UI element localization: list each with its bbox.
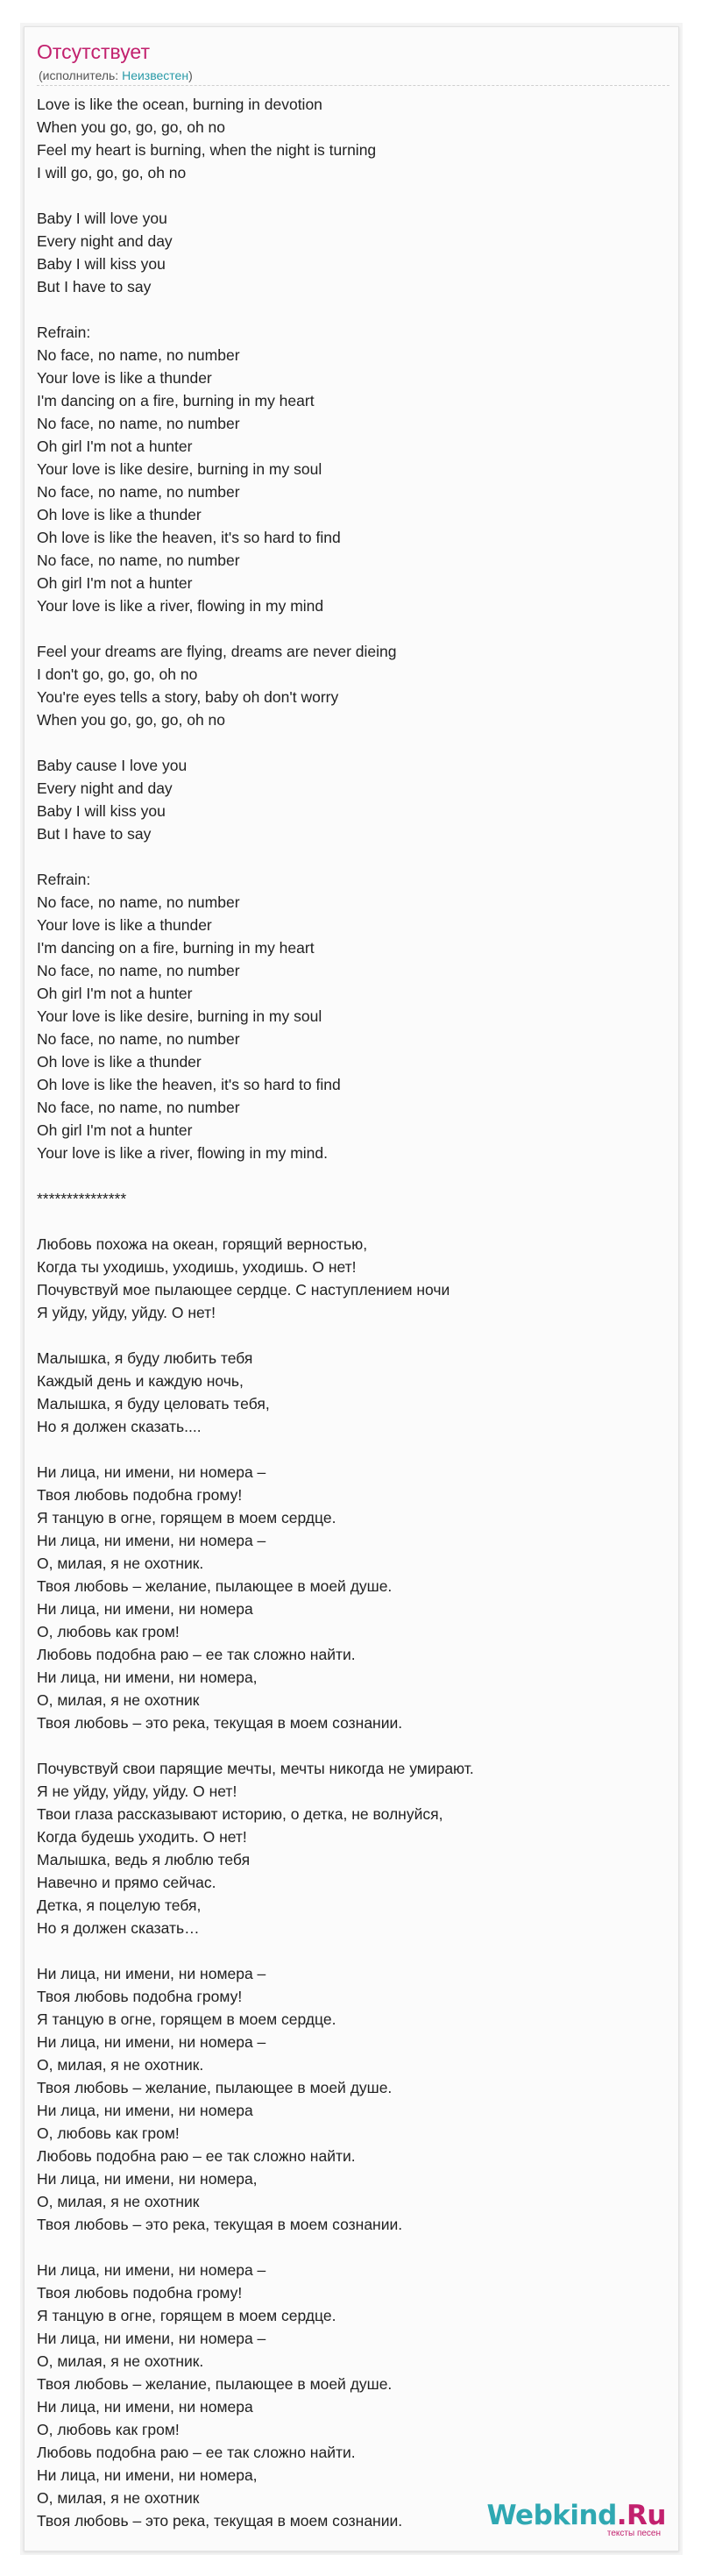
lyrics-line: Я танцую в огне, горящем в моем сердце.	[37, 2010, 336, 2028]
lyrics-stanza	[37, 1233, 666, 1324]
lyrics-stanza	[37, 640, 666, 731]
lyrics-line: When you go, go, go, oh no	[37, 118, 226, 136]
lyrics-stanza	[37, 1187, 666, 1210]
lyrics-stanza	[37, 1757, 666, 1939]
lyrics-line: Baby I will love you	[37, 210, 167, 227]
artist-prefix: (исполнитель:	[39, 68, 123, 82]
lyrics-line: Baby I will kiss you	[37, 255, 166, 273]
lyrics-line: Почувствуй свои парящие мечты, мечты никогда не умирают.	[37, 1760, 474, 1777]
lyrics-line: Your love is like desire, burning in my soul	[37, 460, 322, 478]
lyrics-line: О, милая, я не охотник.	[37, 2352, 204, 2370]
lyrics-line: No face, no name, no number	[37, 483, 240, 501]
lyrics-line: Oh love is like a thunder	[37, 1053, 202, 1071]
lyrics-stanza	[37, 1962, 666, 2236]
lyrics-line: Ни лица, ни имени, ни номера –	[37, 2261, 266, 2279]
logo-tagline: тексты песен	[606, 2529, 661, 2538]
artist-suffix: )	[188, 68, 193, 82]
lyrics-line: Baby I will kiss you	[37, 802, 166, 820]
lyrics-line: Your love is like a river, flowing in my mind	[37, 597, 324, 615]
logo-domain: .Ru	[616, 2500, 666, 2531]
lyrics-line: I'm dancing on a fire, burning in my heart	[37, 392, 315, 409]
lyrics-line: Любовь похожа на океан, горящий верностью,	[37, 1235, 368, 1253]
lyrics-line: Refrain:	[37, 871, 91, 888]
lyrics-line: Ни лица, ни имени, ни номера	[37, 2102, 253, 2119]
lyrics-line: No face, no name, no number	[37, 415, 240, 432]
lyrics-line: Любовь подобна раю – ее так сложно найти.	[37, 2444, 356, 2461]
lyrics-line: Feel your dreams are flying, dreams are never dieing	[37, 643, 397, 660]
logo-text	[486, 2501, 666, 2530]
lyrics-line: Oh girl I'm not a hunter	[37, 1121, 193, 1139]
lyrics-line: Ни лица, ни имени, ни номера –	[37, 2033, 266, 2051]
lyrics-stanza	[37, 754, 666, 845]
lyrics-line: Почувствуй мое пылающее сердце. С наступлением ночи	[37, 1281, 450, 1299]
lyrics-line: Твоя любовь – это река, текущая в моем сознании.	[37, 2216, 403, 2233]
lyrics-line: О, милая, я не охотник.	[37, 2056, 204, 2074]
lyrics-line: Every night and day	[37, 232, 173, 250]
lyrics-stanza	[37, 321, 666, 617]
webkind-logo[interactable]	[486, 2501, 666, 2538]
lyrics-line: Oh girl I'm not a hunter	[37, 574, 193, 592]
lyrics-line: I will go, go, go, oh no	[37, 164, 187, 181]
lyrics-line: I'm dancing on a fire, burning in my heart	[37, 939, 315, 957]
lyrics-line: Я не уйду, уйду, уйду. О нет!	[37, 1783, 237, 1800]
logo-name: Webkind	[486, 2500, 617, 2531]
lyrics-line: Ни лица, ни имени, ни номера –	[37, 1463, 266, 1481]
lyrics-line: Love is like the ocean, burning in devotion	[37, 96, 322, 113]
lyrics-line: No face, no name, no number	[37, 893, 240, 911]
lyrics-line: О, милая, я не охотник	[37, 1691, 200, 1709]
lyrics-line: No face, no name, no number	[37, 962, 240, 979]
lyrics-line: Любовь подобна раю – ее так сложно найти.	[37, 1646, 356, 1663]
lyrics-stanza	[37, 93, 666, 184]
lyrics-line: Refrain:	[37, 324, 91, 341]
lyrics-stanza	[37, 2259, 666, 2532]
lyrics-stanza	[37, 1347, 666, 1438]
lyrics-line: Твоя любовь – желание, пылающее в моей душе.	[37, 2079, 393, 2096]
lyrics-line: Oh love is like the heaven, it's so hard to find	[37, 529, 341, 546]
lyrics-line: Твоя любовь подобна грому!	[37, 2284, 243, 2302]
lyrics-line: Ни лица, ни имени, ни номера,	[37, 1669, 258, 1686]
lyrics-line: Ни лица, ни имени, ни номера,	[37, 2170, 258, 2188]
lyrics-line: Твоя любовь – это река, текущая в моем сознании.	[37, 2512, 403, 2530]
artist-line	[39, 68, 193, 83]
song-title: Отсутствует	[37, 40, 150, 63]
lyrics-line: Ни лица, ни имени, ни номера	[37, 1600, 253, 1618]
lyrics-line: Малышка, я буду любить тебя	[37, 1349, 253, 1367]
lyrics-line: No face, no name, no number	[37, 346, 240, 364]
lyrics-line: Навечно и прямо сейчас.	[37, 1874, 216, 1891]
lyrics-line: О, любовь как гром!	[37, 2421, 180, 2438]
artist-link[interactable]: Неизвестен	[122, 68, 189, 82]
lyrics-line: Когда будешь уходить. О нет!	[37, 1828, 247, 1846]
lyrics-line: Every night and day	[37, 779, 173, 797]
lyrics-line: Ни лица, ни имени, ни номера –	[37, 1965, 266, 1982]
lyrics-line: О, милая, я не охотник	[37, 2193, 200, 2210]
lyrics-line: Your love is like desire, burning in my soul	[37, 1007, 322, 1025]
lyrics-line: Каждый день и каждую ночь,	[37, 1372, 244, 1390]
lyrics-line: Но я должен сказать…	[37, 1919, 200, 1937]
lyrics-line: О, милая, я не охотник	[37, 2489, 200, 2507]
lyrics-line: Oh love is like a thunder	[37, 506, 202, 523]
divider	[37, 85, 669, 86]
lyrics-line: Ни лица, ни имени, ни номера –	[37, 1532, 266, 1549]
lyrics-line: ***************	[37, 1190, 127, 1207]
lyrics-line: Я танцую в огне, горящем в моем сердце.	[37, 2307, 336, 2324]
lyrics-line: О, любовь как гром!	[37, 2124, 180, 2142]
lyrics-line: Oh girl I'm not a hunter	[37, 438, 193, 455]
lyrics-line: I don't go, go, go, oh no	[37, 665, 198, 683]
lyrics-line: Ни лица, ни имени, ни номера	[37, 2398, 253, 2416]
lyrics-line: Oh girl I'm not a hunter	[37, 985, 193, 1002]
lyrics-line: О, любовь как гром!	[37, 1623, 180, 1640]
lyrics-line: Feel my heart is burning, when the night is turning	[37, 141, 377, 159]
lyrics-line: Твоя любовь – это река, текущая в моем сознании.	[37, 1714, 403, 1732]
lyrics-line: Baby cause I love you	[37, 757, 188, 774]
lyrics-text	[37, 93, 666, 2532]
lyrics-line: Детка, я поцелую тебя,	[37, 1896, 202, 1914]
lyrics-card	[24, 26, 679, 2551]
lyrics-line: You're eyes tells a story, baby oh don't worry	[37, 688, 339, 706]
lyrics-line: Твои глаза рассказывают историю, о детка, не волнуйся,	[37, 1805, 443, 1823]
lyrics-line: Но я должен сказать....	[37, 1418, 202, 1435]
lyrics-line: Твоя любовь подобна грому!	[37, 1486, 243, 1504]
lyrics-line: When you go, go, go, oh no	[37, 711, 226, 729]
lyrics-line: Когда ты уходишь, уходишь, уходишь. О нет!	[37, 1258, 357, 1276]
lyrics-line: О, милая, я не охотник.	[37, 1555, 204, 1572]
lyrics-line: Your love is like a thunder	[37, 916, 212, 934]
lyrics-line: Любовь подобна раю – ее так сложно найти.	[37, 2147, 356, 2165]
lyrics-line: No face, no name, no number	[37, 1099, 240, 1116]
lyrics-line: Малышка, я буду целовать тебя,	[37, 1395, 270, 1413]
lyrics-line: Я уйду, уйду, уйду. О нет!	[37, 1304, 216, 1321]
lyrics-line: Ни лица, ни имени, ни номера –	[37, 2330, 266, 2347]
lyrics-stanza	[37, 207, 666, 298]
lyrics-line: Твоя любовь – желание, пылающее в моей душе.	[37, 2375, 393, 2393]
lyrics-line: Ни лица, ни имени, ни номера,	[37, 2466, 258, 2484]
lyrics-line: Your love is like a thunder	[37, 369, 212, 387]
lyrics-line: Oh love is like the heaven, it's so hard to find	[37, 1076, 341, 1093]
lyrics-line: Я танцую в огне, горящем в моем сердце.	[37, 1509, 336, 1526]
lyrics-line: Your love is like a river, flowing in my mind.	[37, 1144, 328, 1162]
lyrics-line: But I have to say	[37, 825, 152, 843]
lyrics-line: No face, no name, no number	[37, 551, 240, 569]
lyrics-stanza	[37, 1461, 666, 1734]
lyrics-line: No face, no name, no number	[37, 1030, 240, 1048]
lyrics-line: But I have to say	[37, 278, 152, 295]
lyrics-stanza	[37, 868, 666, 1164]
lyrics-line: Малышка, ведь я люблю тебя	[37, 1851, 251, 1868]
lyrics-line: Твоя любовь подобна грому!	[37, 1988, 243, 2005]
lyrics-line: Твоя любовь – желание, пылающее в моей душе.	[37, 1577, 393, 1595]
